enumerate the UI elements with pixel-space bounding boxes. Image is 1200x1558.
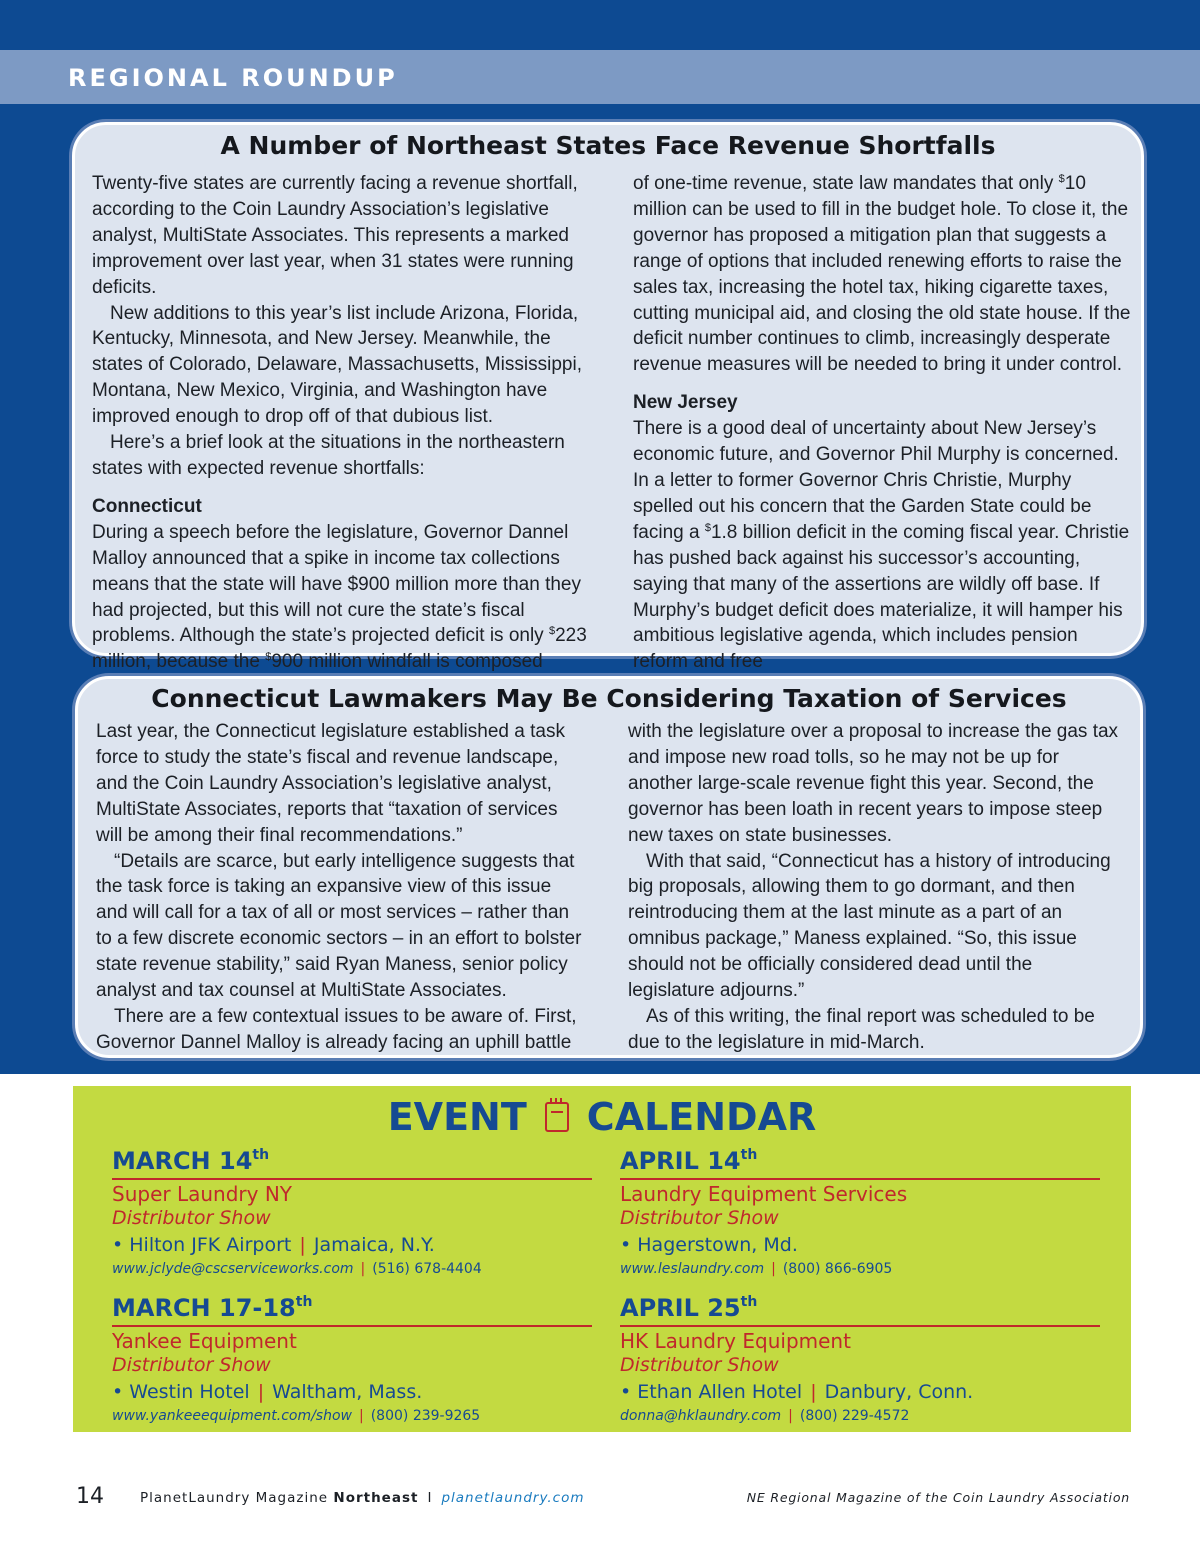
separator: | — [257, 1381, 265, 1403]
bullet: • — [112, 1381, 124, 1403]
separator: | — [360, 1261, 366, 1277]
magazine-name: PlanetLaundry Magazine — [140, 1490, 329, 1506]
article-taxation-of-services — [75, 676, 1143, 1058]
event-item — [112, 1146, 592, 1279]
separator: | — [810, 1381, 817, 1403]
text-run: During a speech before the legislature, Governor Dannel Malloy announced that a spike in income tax collections means that the state will have $900 million more than they had projected, but this will not cure the state’s fiscal problems. Although the state’s projected deficit is only — [92, 521, 581, 647]
calendar-title — [73, 1092, 1131, 1139]
event-name: HK Laundry Equipment — [620, 1329, 851, 1353]
event-phone: (800) 229-4572 — [799, 1408, 910, 1424]
date-text: APRIL 25 — [620, 1294, 741, 1322]
event-item — [112, 1293, 592, 1426]
event-location — [620, 1379, 1100, 1406]
article-title: A Number of Northeast States Face Revenue Shortfalls — [220, 131, 996, 160]
event-city: Danbury, Conn. — [824, 1381, 974, 1403]
footer-publication — [140, 1490, 585, 1506]
paragraph — [633, 416, 1133, 675]
event-venue: Ethan Allen Hotel — [637, 1381, 803, 1403]
event-location — [620, 1232, 1100, 1259]
notepad-icon — [545, 1102, 569, 1132]
bullet: • — [620, 1381, 632, 1403]
event-name: Laundry Equipment Services — [620, 1182, 908, 1206]
event-location — [112, 1379, 592, 1406]
date-suffix: th — [252, 1147, 270, 1163]
event-phone: (800) 866-6905 — [782, 1261, 893, 1277]
event-link[interactable]: donna@hklaundry.com — [620, 1408, 782, 1424]
article-revenue-shortfalls — [72, 122, 1144, 673]
paragraph: Here’s a brief look at the situations in the northeastern states with expected revenue shortfalls: — [92, 432, 565, 479]
event-phone: (800) 239-9265 — [370, 1408, 481, 1424]
text-run: There is a good deal of uncertainty about New Jersey’s economic future, and Governor Phil Murphy is concerned. In a letter to former Governor Chris Christie, Murphy spelled out his concern that the Garden State could be facing a — [633, 418, 1119, 543]
dollar-superscript: $ — [265, 651, 272, 664]
page-number: 14 — [76, 1484, 104, 1509]
date-text: MARCH 17-18 — [112, 1294, 296, 1322]
event-date — [112, 1146, 592, 1180]
event-contact — [112, 1259, 592, 1279]
article-column-right — [633, 171, 1133, 673]
paragraph: Twenty-five states are currently facing a revenue shortfall, according to the Coin Laundry Association’s legislative analyst, MultiState Associates. This represents a marked improvement over last year, when 31 states were running deficits. — [92, 173, 578, 298]
separator: | — [788, 1408, 793, 1424]
date-text: MARCH 14 — [112, 1147, 253, 1175]
event-date — [620, 1293, 1100, 1327]
paragraph: “Details are scarce, but early intelligence suggests that the task force is taking an expansive view of this issue and will call for a tax of all or most services – rather than to a few discrete economic sectors – in an effort to bolster state revenue stability,” said Ryan Maness, senior policy analyst and tax counsel at MultiState Associates. — [96, 850, 582, 1002]
separator: I — [427, 1490, 433, 1506]
paragraph: As of this writing, the final report was scheduled to be due to the legislature in mid-March. — [628, 1005, 1095, 1053]
event-link[interactable]: www.leslaundry.com — [620, 1261, 765, 1277]
separator: | — [771, 1261, 776, 1277]
website-link[interactable]: planetlaundry.com — [441, 1490, 585, 1506]
event-location — [112, 1232, 592, 1259]
event-city: Waltham, Mass. — [272, 1381, 423, 1403]
date-text: APRIL 14 — [620, 1147, 741, 1175]
paragraph: with the legislature over a proposal to increase the gas tax and impose new road tolls, so he may not be up for another large-scale revenue fight this year. Second, the governor has been loath in recent years to impose steep new taxes on state businesses. — [628, 721, 1119, 846]
bullet: • — [112, 1234, 124, 1256]
dollar-superscript: $ — [1058, 173, 1065, 185]
date-suffix: th — [295, 1294, 313, 1310]
paragraph: With that said, “Connecticut has a history of introducing big proposals, allowing them to go dormant, and then reintroducing them at the last minute as a part of an omnibus package,” Maness explained. “So, this issue should not be officially considered dead until the legislature adjourns.” — [628, 850, 1111, 1002]
event-venue: Hilton JFK Airport — [129, 1234, 292, 1256]
event-contact — [620, 1406, 1100, 1426]
event-type: Distributor Show — [112, 1354, 271, 1376]
event-type: Distributor Show — [620, 1354, 779, 1376]
calendar-title-left: EVENT — [387, 1094, 527, 1139]
event-link[interactable]: www.yankeeequipment.com/show — [112, 1408, 352, 1424]
event-type: Distributor Show — [112, 1207, 271, 1229]
date-suffix: th — [740, 1147, 758, 1163]
text-run: 223 million, because the — [92, 625, 587, 673]
event-city: Jamaica, N.Y. — [313, 1234, 435, 1256]
dollar-superscript: $ — [704, 521, 711, 534]
article-column-left — [96, 719, 586, 1055]
section-header-title: REGIONAL ROUNDUP — [68, 64, 398, 92]
date-suffix: th — [740, 1294, 758, 1310]
subheading-connecticut: Connecticut — [92, 495, 202, 517]
event-phone: (516) 678-4404 — [372, 1261, 482, 1277]
text-run: 1.8 billion deficit in the coming fiscal year. Christie has pushed back against his successor’s accounting, saying that many of the assertions are wildly off base. If Murphy’s budget deficit does materialize, it will hamper his ambitious legislative agenda, which includes pension reform and free — [633, 521, 1130, 673]
event-link[interactable]: www.jclyde@cscserviceworks.com — [112, 1261, 354, 1277]
event-contact — [620, 1259, 1100, 1279]
article-column-right — [628, 719, 1122, 1055]
event-contact — [112, 1406, 592, 1426]
separator: | — [359, 1408, 364, 1424]
edition-name: Northeast — [333, 1490, 419, 1506]
event-calendar — [73, 1086, 1131, 1432]
text-run: 900 million windfall is composed — [271, 651, 543, 673]
paragraph: Last year, the Connecticut legislature established a task force to study the state’s fiscal and revenue landscape, and the Coin Laundry Association’s legislative analyst, MultiState Associates, reports that “taxation of services will be among their final recommendations.” — [96, 721, 565, 846]
event-item — [620, 1293, 1100, 1426]
text-run: of one-time revenue, state law mandates that only — [633, 173, 1059, 194]
event-name: Yankee Equipment — [112, 1329, 297, 1353]
subheading-new-jersey: New Jersey — [633, 392, 738, 414]
dollar-superscript: $ — [548, 625, 556, 638]
calendar-title-right: CALENDAR — [586, 1094, 817, 1139]
event-date — [112, 1293, 592, 1327]
article-title: Connecticut Lawmakers May Be Considering Taxation of Services — [151, 684, 1067, 713]
event-type: Distributor Show — [620, 1207, 779, 1229]
separator: | — [299, 1234, 306, 1256]
text-run: 10 million can be used to fill in the budget hole. To close it, the governor has proposed a mitigation plan that suggests a range of options that included renewing efforts to raise the sales tax, increasing the hotel tax, hiking cigarette taxes, cutting municipal aid, and closing the old state house. If the deficit number continues to climb, increasingly desperate revenue measures will be needed to bring it under control. — [633, 173, 1131, 376]
event-venue: Westin Hotel — [129, 1381, 250, 1403]
footer-tagline: NE Regional Magazine of the Coin Laundry Association — [746, 1490, 1130, 1505]
event-venue: Hagerstown, Md. — [637, 1234, 798, 1256]
paragraph — [633, 171, 1133, 378]
paragraph: New additions to this year’s list include Arizona, Florida, Kentucky, Minnesota, and New Jersey. Meanwhile, the states of Colorado, Delaware, Massachusetts, Mississippi, Montana, New Mexico, Virginia, and Washington have improved enough to drop off of that dubious list. — [92, 302, 582, 428]
event-item — [620, 1146, 1100, 1279]
paragraph: There are a few contextual issues to be aware of. First, Governor Dannel Malloy is already facing an uphill battle — [96, 1005, 577, 1053]
paragraph — [92, 520, 592, 675]
event-name: Super Laundry NY — [112, 1182, 292, 1206]
event-date — [620, 1146, 1100, 1180]
bullet: • — [620, 1234, 632, 1256]
article-column-left — [92, 171, 592, 673]
